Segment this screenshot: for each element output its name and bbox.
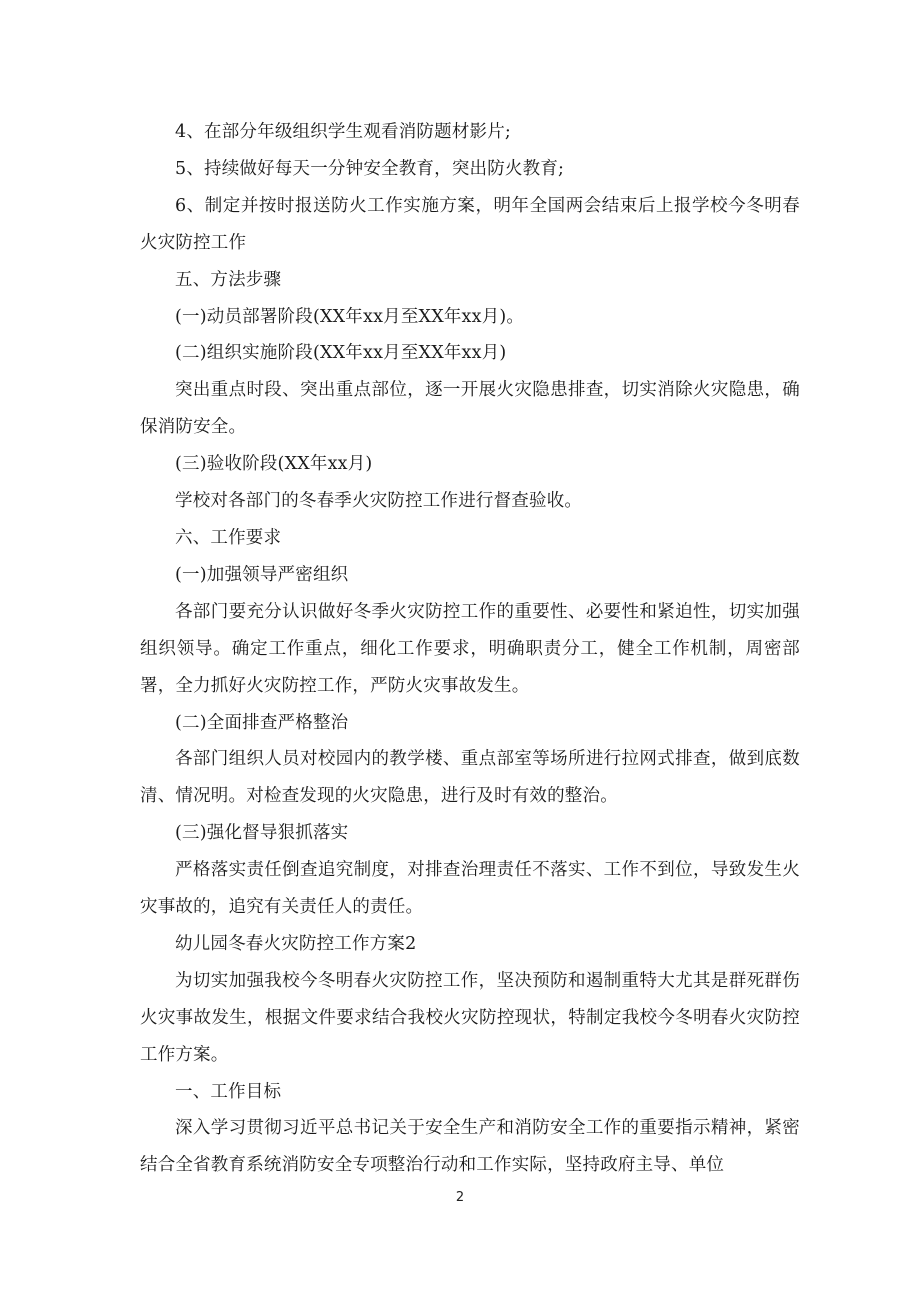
section-heading: 五、方法步骤 xyxy=(175,269,282,290)
subsection-heading: (三)验收阶段(XX年xx月) xyxy=(175,454,373,475)
paragraph: 各部门组织人员对校园内的教学楼、重点部室等场所进行拉网式排查，做到底数清、情况明。对检查发现的火灾隐患，进行及时有效的整治。 xyxy=(140,749,800,807)
section-heading: 一、工作目标 xyxy=(175,1081,282,1102)
section-heading: 六、工作要求 xyxy=(175,527,282,548)
paragraph: 为切实加强我校今冬明春火灾防控工作，坚决预防和遏制重特大尤其是群死群伤火灾事故发生，根据文件要求结合我校火灾防控现状，特制定我校今冬明春火灾防控工作方案。 xyxy=(140,970,800,1065)
paragraph: 6、制定并按时报送防火工作实施方案，明年全国两会结束后上报学校今冬明春火灾防控工作 xyxy=(140,195,800,253)
paragraph: 深入学习贯彻习近平总书记关于安全生产和消防安全工作的重要指示精神，紧密结合全省教育系统消防安全专项整治行动和工作实际，坚持政府主导、单位 xyxy=(140,1118,800,1176)
paragraph: 各部门要充分认识做好冬季火灾防控工作的重要性、必要性和紧迫性，切实加强组织领导。确定工作重点，细化工作要求，明确职责分工，健全工作机制，周密部署，全力抓好火灾防控工作，严防火灾事故发生。 xyxy=(140,601,800,696)
subsection-heading: (二)全面排查严格整治 xyxy=(175,712,349,733)
subsection-heading: (三)强化督导狠抓落实 xyxy=(175,823,349,844)
paragraph: 突出重点时段、突出重点部位，逐一开展火灾隐患排查，切实消除火灾隐患，确保消防安全。 xyxy=(140,380,800,438)
subsection-heading: (一)加强领导严密组织 xyxy=(175,564,349,585)
page-number: 2 xyxy=(455,1190,465,1205)
subsection-heading: (二)组织实施阶段(XX年xx月至XX年xx月) xyxy=(175,343,507,364)
paragraph: 5、持续做好每天一分钟安全教育，突出防火教育; xyxy=(175,158,565,179)
subsection-heading: (一)动员部署阶段(XX年xx月至XX年xx月)。 xyxy=(175,306,525,327)
document-title: 幼儿园冬春火灾防控工作方案2 xyxy=(175,933,417,954)
paragraph: 4、在部分年级组织学生观看消防题材影片; xyxy=(175,122,512,142)
page-body xyxy=(140,114,800,1184)
paragraph: 严格落实责任倒查追究制度，对排查治理责任不落实、工作不到位，导致发生火灾事故的，追究有关责任人的责任。 xyxy=(140,860,800,918)
paragraph: 学校对各部门的冬春季火灾防控工作进行督查验收。 xyxy=(175,491,583,512)
